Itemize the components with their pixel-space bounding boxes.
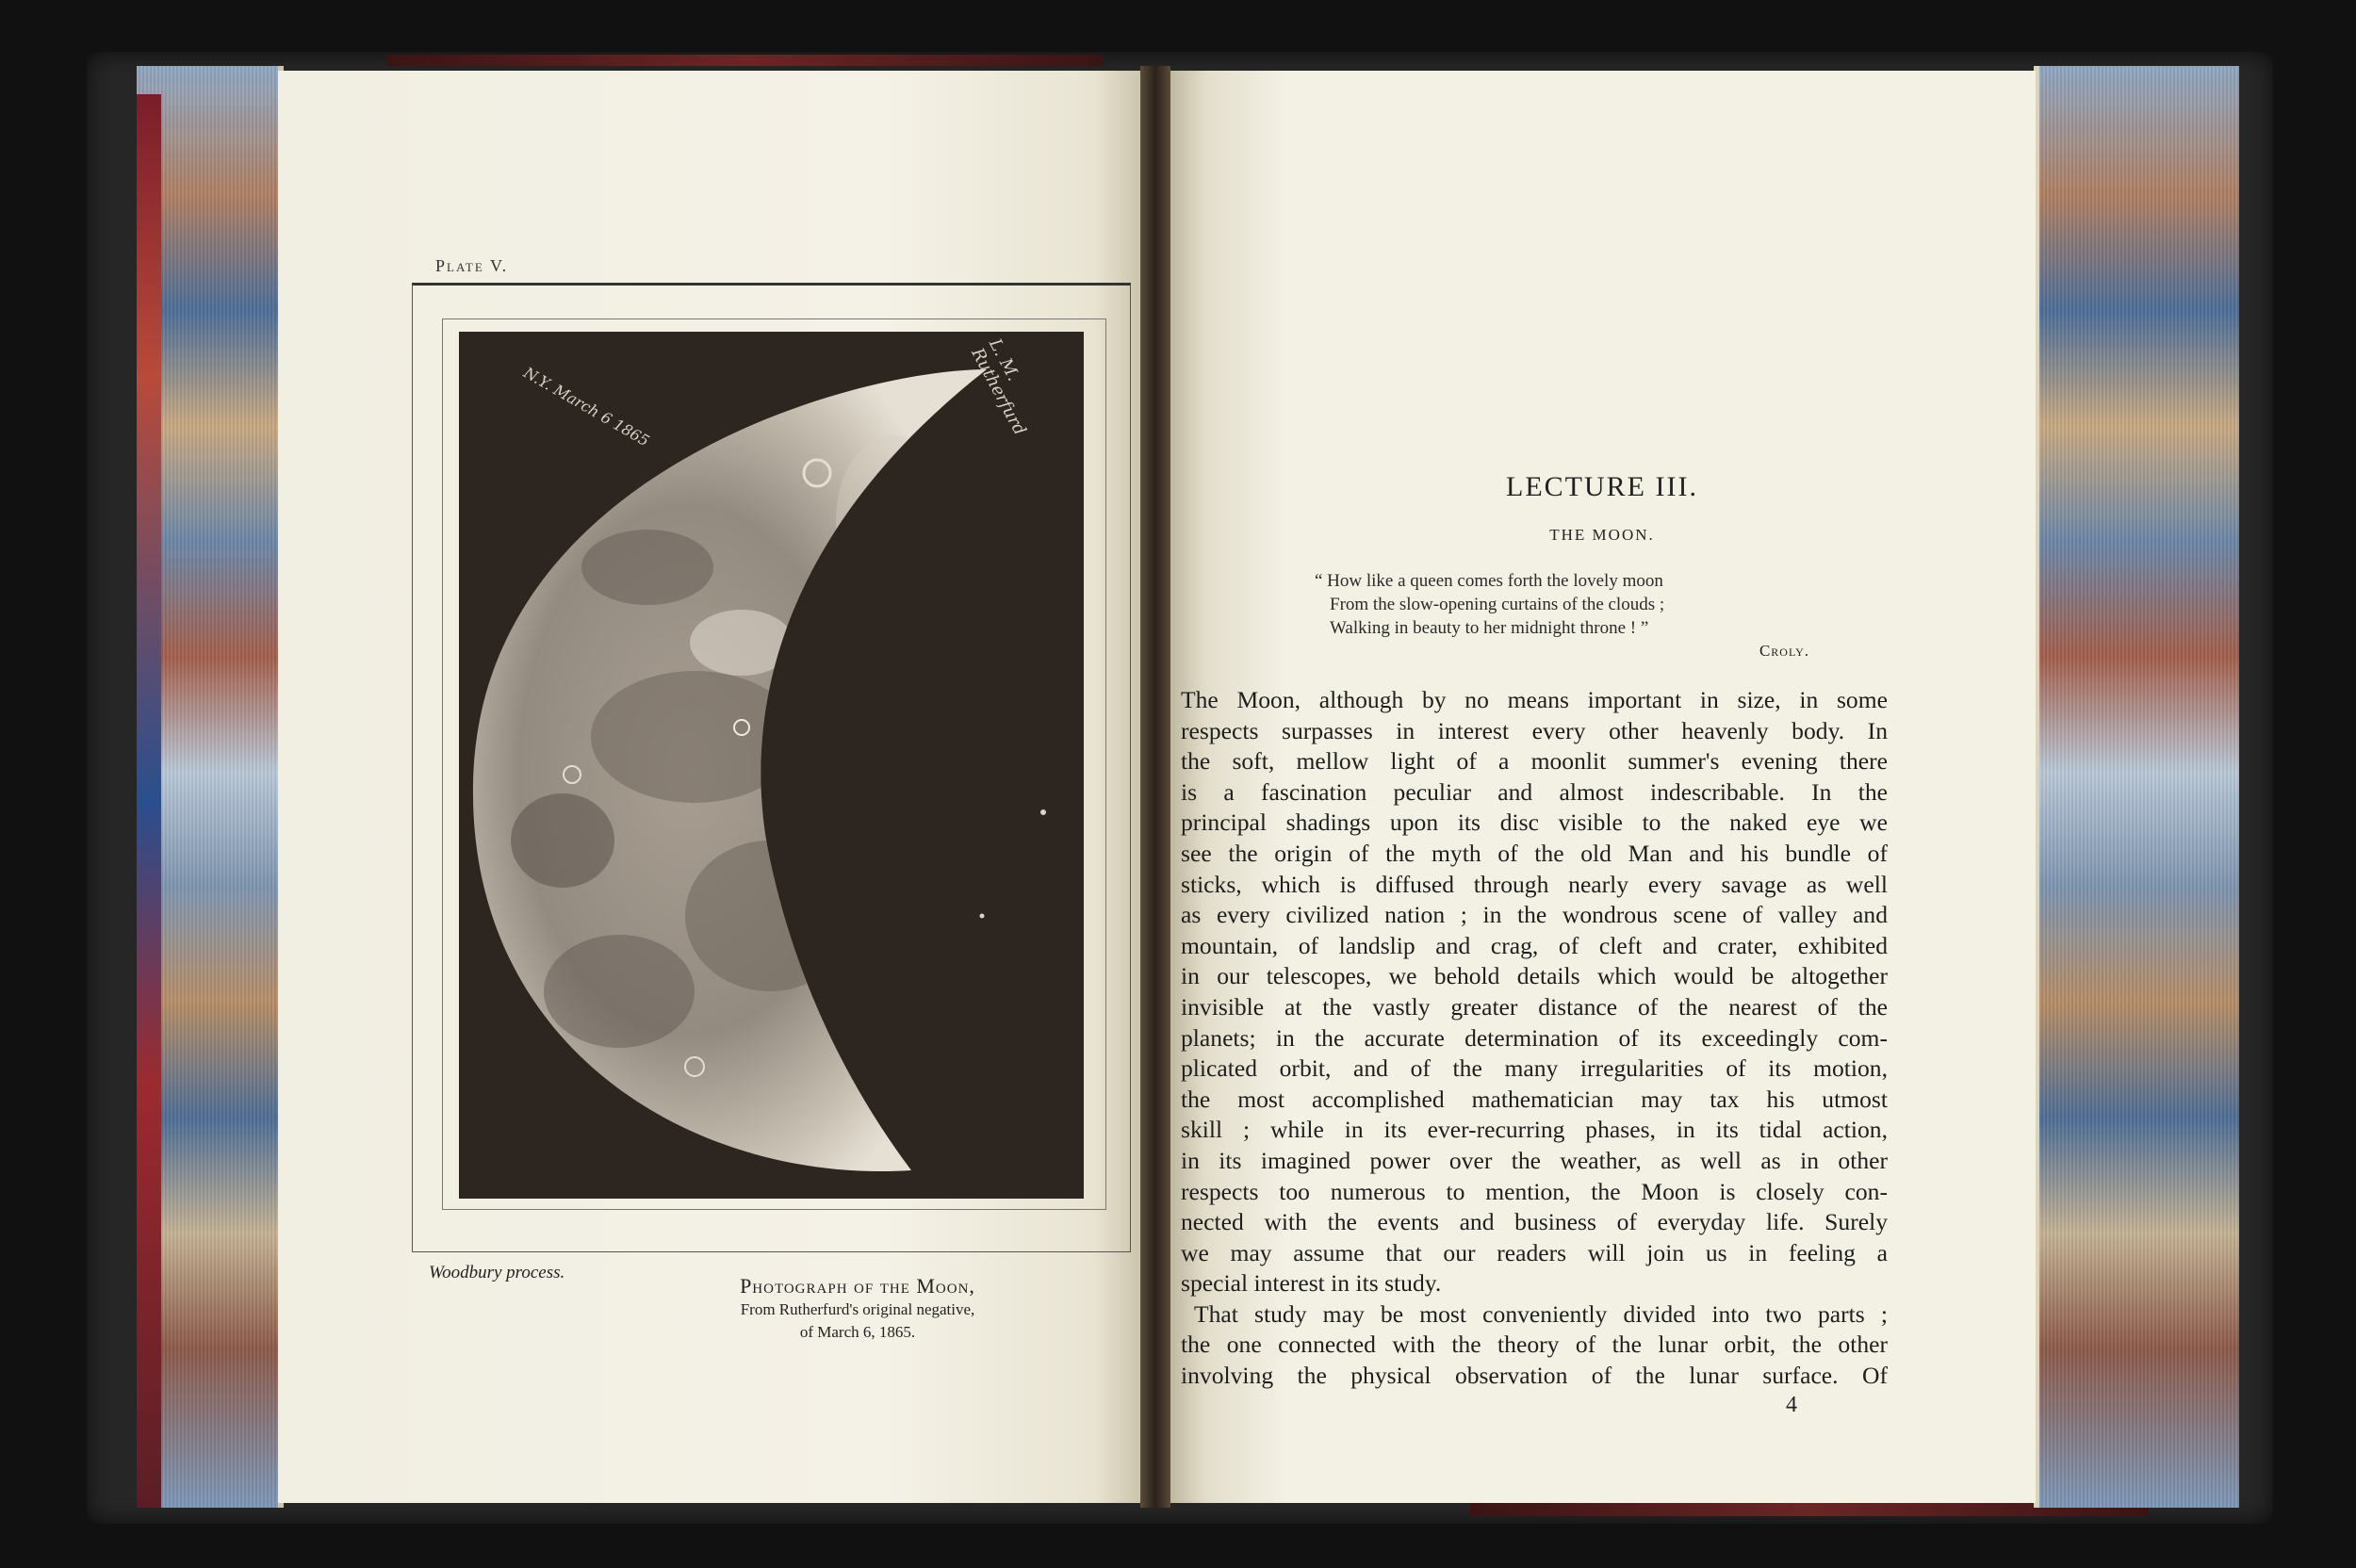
- process-note: Woodbury process.: [429, 1263, 565, 1282]
- photo-inscription-signature: L. M. Rutherfurd: [967, 335, 1030, 439]
- body-line: skill ; while in its ever-recurring phases, in its tidal action,: [1181, 1116, 1888, 1144]
- body-line: as every civilized nation ; in the wondrous scene of valley and: [1181, 901, 1888, 929]
- caption-line-1: From Rutherfurd's original negative,: [740, 1300, 975, 1318]
- lecture-heading: LECTURE III.: [1506, 471, 1698, 502]
- body-line: nected with the events and business of everyday life. Surely: [1181, 1208, 1888, 1236]
- marbled-page-edges-right: [2034, 66, 2239, 1508]
- body-line: sticks, which is diffused through nearly every savage as well: [1181, 870, 1888, 898]
- body-line: special interest in its study.: [1181, 1269, 1442, 1298]
- page-number: 4: [1786, 1393, 1797, 1417]
- body-line: in our telescopes, we behold details which would be altogether: [1181, 962, 1888, 990]
- body-line: the soft, mellow light of a moonlit summer's evening there: [1181, 747, 1888, 776]
- body-line: respects surpasses in interest every other heavenly body. In: [1181, 716, 1888, 744]
- lecture-subheading: THE MOON.: [1549, 526, 1655, 544]
- body-line: respects too numerous to mention, the Moon is closely con-: [1181, 1177, 1888, 1205]
- photo-inscription-date: N.Y. March 6 1865: [520, 363, 653, 450]
- body-text: [1181, 685, 1888, 1392]
- epigraph-line-1: “ How like a queen comes forth the lovely moon: [1315, 571, 1663, 591]
- body-line: principal shadings upon its disc visible to the naked eye we: [1181, 808, 1888, 837]
- body-line: involving the physical observation of the lunar surface. Of: [1181, 1362, 1888, 1390]
- epigraph-attribution: Croly.: [1759, 642, 1809, 660]
- body-line: is a fascination peculiar and almost indescribable. In the: [1181, 777, 1888, 806]
- body-line: mountain, of landslip and crag, of cleft and crater, exhibited: [1181, 931, 1888, 959]
- marbled-endpaper-strip: [137, 94, 161, 1508]
- body-line: in its imagined power over the weather, as well as in other: [1181, 1146, 1888, 1174]
- body-line: see the origin of the myth of the old Man and his bundle of: [1181, 839, 1888, 867]
- caption-line-2: of March 6, 1865.: [799, 1323, 916, 1341]
- plate-caption: [547, 1274, 1169, 1344]
- body-line: planets; in the accurate determination of its exceedingly com-: [1181, 1023, 1888, 1052]
- body-line: plicated orbit, and of the many irregularities of its motion,: [1181, 1054, 1888, 1083]
- epigraph: [1315, 569, 1824, 640]
- body-line: The Moon, although by no means important in size, in some: [1181, 686, 1888, 713]
- cover-cloth-top: [386, 55, 1103, 66]
- moon-photograph: [459, 332, 1084, 1199]
- body-line: invisible at the vastly greater distance of the nearest of the: [1181, 992, 1888, 1021]
- epigraph-line-3: Walking in beauty to her midnight throne ! ”: [1330, 618, 1649, 638]
- body-line: the most accomplished mathematician may tax his utmost: [1181, 1085, 1888, 1113]
- body-line: the one connected with the theory of the lunar orbit, the other: [1181, 1331, 1888, 1359]
- body-line: That study may be most conveniently divided into two parts ;: [1194, 1299, 1888, 1328]
- plate-label: Plate V.: [435, 256, 509, 275]
- epigraph-line-2: From the slow-opening curtains of the clouds ;: [1330, 595, 1665, 614]
- moon-image: [459, 332, 1084, 1199]
- body-line: we may assume that our readers will join us in feeling a: [1181, 1238, 1888, 1266]
- caption-title: Photograph of the Moon,: [740, 1274, 975, 1298]
